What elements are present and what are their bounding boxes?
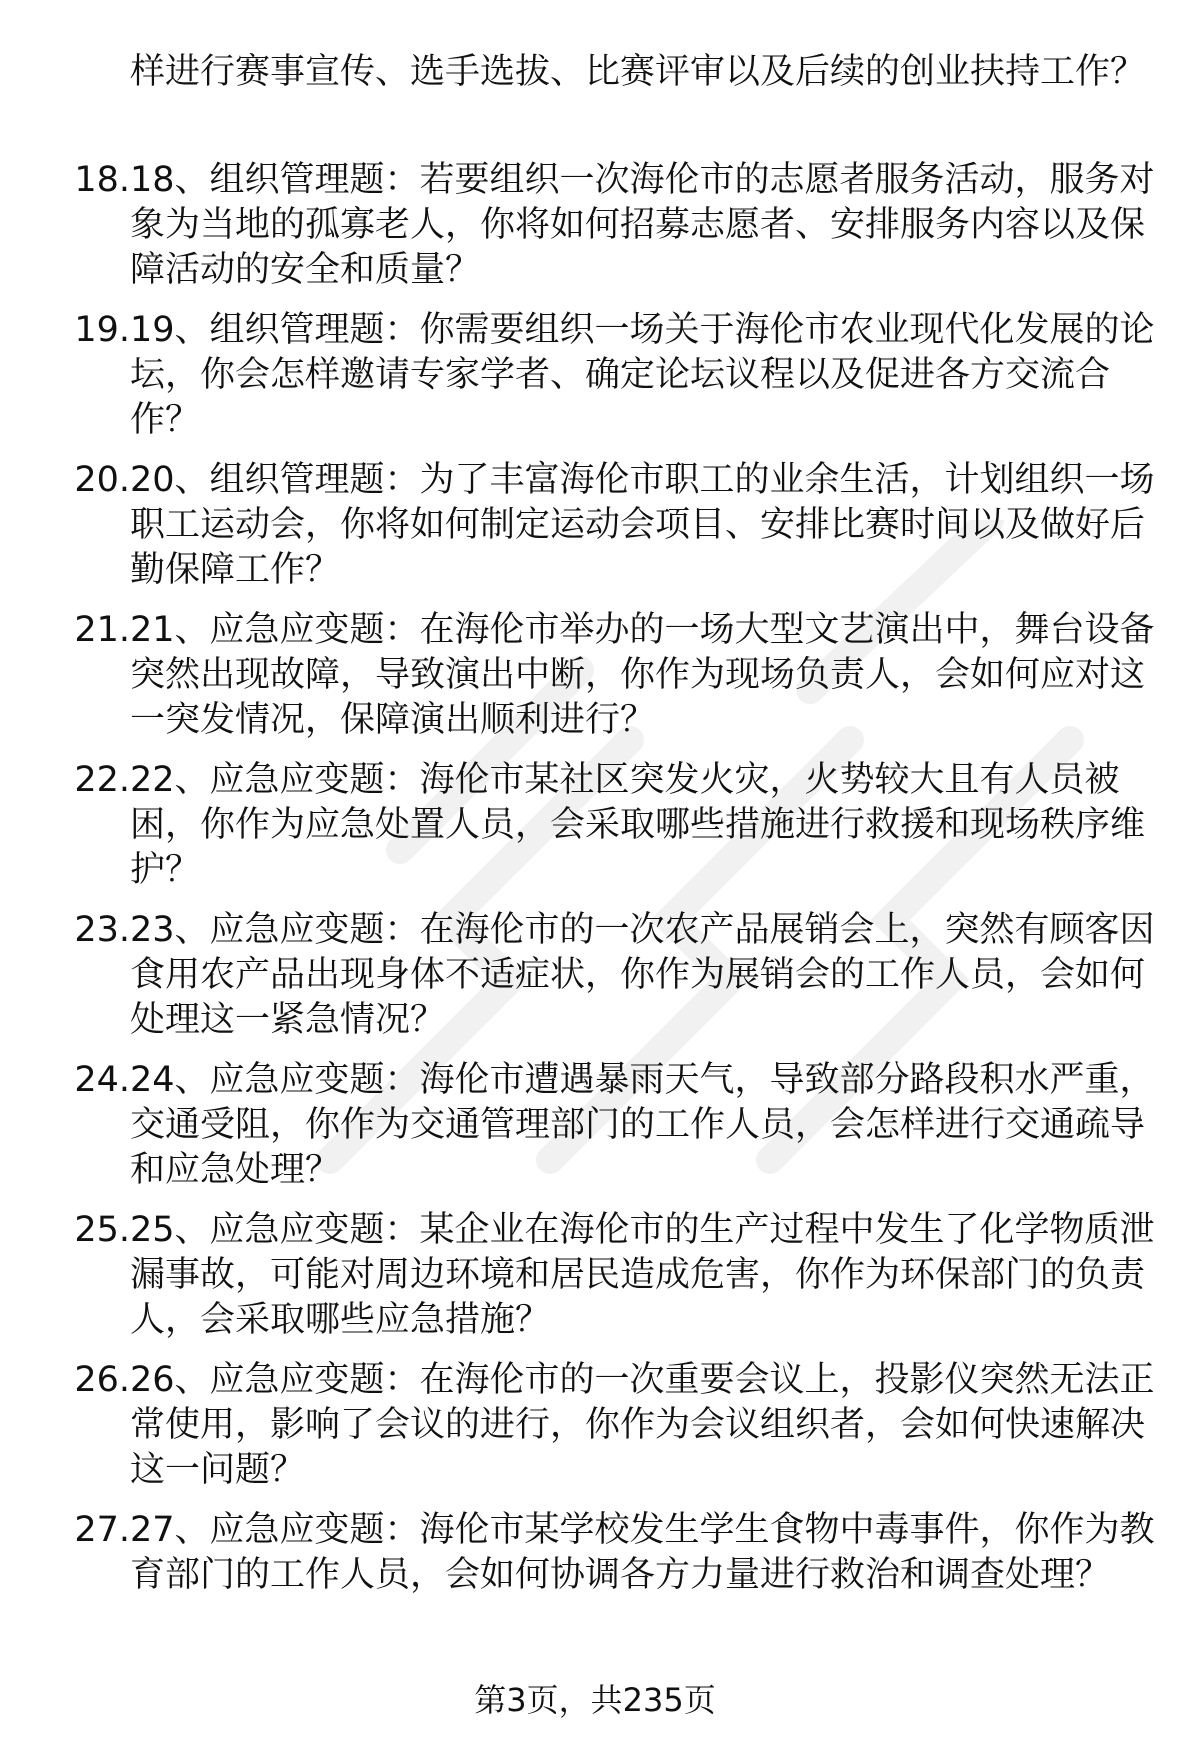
list-item (58, 1058, 1158, 1208)
list-item (58, 458, 1158, 608)
question-text: 23、应急应变题：在海伦市的一次农产品展销会上，突然有顾客因食用农产品出现身体不适症状，你作为展销会的工作人员，会如何处理这一紧急情况？ (130, 910, 1155, 1040)
question-text: 18、组织管理题：若要组织一次海伦市的志愿者服务活动，服务对象为当地的孤寡老人，你将如何招募志愿者、安排服务内容以及保障活动的安全和质量？ (130, 160, 1155, 290)
list-item (58, 908, 1158, 1058)
list-item (58, 1508, 1158, 1658)
page-footer: 第3页，共235页 (474, 1681, 716, 1719)
list-item (58, 1358, 1158, 1508)
question-text: 19、组织管理题：你需要组织一场关于海伦市农业现代化发展的论坛，你会怎样邀请专家学者、确定论坛议程以及促进各方交流合作？ (130, 310, 1155, 440)
question-number: 27. (74, 1510, 130, 1550)
list-item (58, 308, 1158, 458)
list-item (58, 608, 1158, 758)
question-number: 24. (74, 1060, 130, 1100)
question-list (58, 158, 1158, 1658)
question-number: 22. (74, 760, 130, 800)
question-number: 19. (74, 310, 130, 350)
question-number: 23. (74, 910, 130, 950)
question-number: 26. (74, 1360, 130, 1400)
question-text: 24、应急应变题：海伦市遭遇暴雨天气，导致部分路段积水严重，交通受阻，你作为交通管理部门的工作人员，会怎样进行交通疏导和应急处理？ (130, 1060, 1155, 1190)
question-text: 20、组织管理题：为了丰富海伦市职工的业余生活，计划组织一场职工运动会，你将如何制定运动会项目、安排比赛时间以及做好后勤保障工作？ (130, 460, 1155, 590)
continuation-text: 样进行赛事宣传、选手选拔、比赛评审以及后续的创业扶持工作？ (130, 52, 1146, 92)
list-item (58, 758, 1158, 908)
question-number: 21. (74, 610, 130, 650)
list-item (58, 158, 1158, 308)
question-number: 25. (74, 1210, 130, 1250)
list-item (58, 1208, 1158, 1358)
question-text: 26、应急应变题：在海伦市的一次重要会议上，投影仪突然无法正常使用，影响了会议的进行，你作为会议组织者，会如何快速解决这一问题？ (130, 1360, 1155, 1490)
question-text: 22、应急应变题：海伦市某社区突发火灾，火势较大且有人员被困，你作为应急处置人员，会采取哪些措施进行救援和现场秩序维护？ (130, 760, 1146, 890)
question-text: 27、应急应变题：海伦市某学校发生学生食物中毒事件，你作为教育部门的工作人员，会如何协调各方力量进行救治和调查处理？ (130, 1510, 1155, 1595)
question-text: 21、应急应变题：在海伦市举办的一场大型文艺演出中，舞台设备突然出现故障，导致演出中断，你作为现场负责人，会如何应对这一突发情况，保障演出顺利进行？ (130, 610, 1155, 740)
question-text: 25、应急应变题：某企业在海伦市的生产过程中发生了化学物质泄漏事故，可能对周边环境和居民造成危害，你作为环保部门的负责人，会采取哪些应急措施？ (130, 1210, 1155, 1340)
question-number: 18. (74, 160, 130, 200)
question-number: 20. (74, 460, 130, 500)
